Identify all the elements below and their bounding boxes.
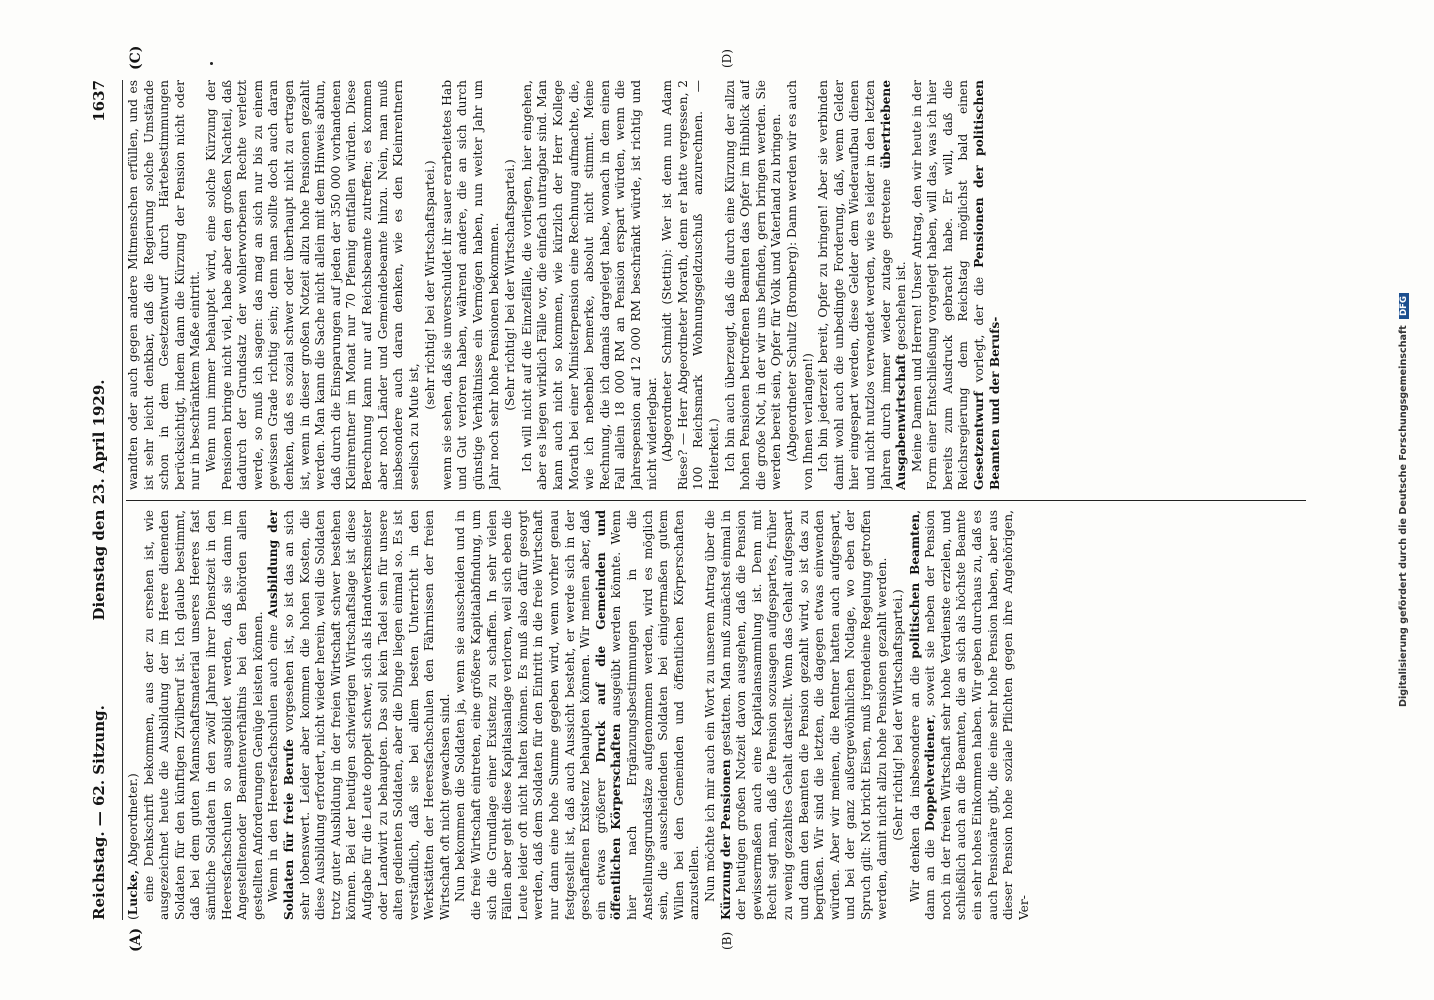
emphasis-text: Gesetzentwurf: [972, 391, 987, 490]
paragraph-text: gestatten. Man muß zunächst einmal in der heutigen großen Notzeit davon ausgehen, daß die Pension gewissermaßen auch eine Kapitalansammlung ist. Denn mit Recht sagt man, daß die Pension sozusagen aufgespartes, früher zu wenig gezahltes Gehalt darstellt. Wenn das Gehalt aufgespart und dann den Beamten die Pension gezahlt wird, so ist das zu begrüßen. Wir sind die letzten, die dagegen etwas einwenden würden. Aber wir meinen, die Rentner hatten auch aufgespart, und bei der ganz außergewöhnlichen Notlage, wo eben der Spruch gilt: Not bricht Eisen, muß irgendeine Regelung getroffen werden, damit nicht allzu hohe Pensionen gezahlt werden.: [718, 510, 889, 920]
right-column: [126, 80, 1306, 490]
paragraph-text: Wir denken da insbesondere an die: [907, 658, 922, 902]
paragraph-text: Ich bin auch überzeugt, daß die durch eine Kürzung der allzu hohen Pensionen betroffenen Beamten das Opfer im Hinblick auf die große Not, in der wir uns befinden, gern bringen werden. Sie werden bereit sein, Opfer für Volk und Vaterland zu bringen.: [722, 80, 784, 490]
left-column: [126, 510, 1306, 920]
interjection: (sehr richtig! bei der Wirtschaftspartei.): [423, 160, 438, 410]
header-session: Reichstag. — 62. Sitzung.: [90, 705, 108, 920]
paragraph: [126, 80, 204, 490]
header-rule: [122, 80, 123, 920]
paragraph-text: ausgeübt werden könnte. Wenn hier nach Ergänzungsbestimmungen in die Anstellungsgrundsätze aufgenommen werden, wird es möglich sein, die ausscheidenden Soldaten bei einigermaßen gutem Willen bei den Gemeinden und öffentlichen Körperschaften anzustellen.: [609, 510, 702, 920]
digitization-footer: [1398, 40, 1414, 960]
ink-dot: [210, 62, 213, 65]
interjection: (Abgeordneter Schmidt (Stettin): Wer ist denn nun Adam Riese? — Herr Abgeordneter Morath, denn er hatte vergessen, 2 100 Reichsmark Wohnungsgeldzuschuß anzurechnen. — Heiterkeit.): [660, 80, 721, 490]
paragraph-text: Nun bekommen die Soldaten ja, wenn sie ausscheiden und in die freie Wirtschaft eintreten, eine größere Kapitalabfindung, um sich die Grundlage einer Existenz zu schaffen. In sehr vielen Fällen aber geht diese Kapitalsanlage verloren, weil sich eben die Leute leider oft nicht halten können. Es muß also dafür gesorgt werden, daß dem Soldaten für den Eintritt in die freie Wirtschaft nur dann eine hohe Summe gegeben wird, wenn vorher genau festgestellt ist, daß auch Aussicht besteht, er werde sich in der geschaffenen Existenz behaupten können. Wir meinen aber, daß ein etwas größerer: [453, 510, 608, 920]
interjection: (Abgeordneter Schultz (Bromberg): Dann werden wir es auch von Ihnen verlangen!): [784, 80, 815, 490]
paragraph-text: Ich will nicht auf die Einzelfälle, die vorliegen, hier eingehen, aber es liegen wirklich Fälle vor, die einfach untragbar sind. Man kann auch nicht so kommen, wie kürzlich der Herr Kollege Morath bei einer Ministerpension eine Rechnung aufmachte, die, wie ich nebenbei bemerke, absolut nicht stimmt. Meine Rechnung, die ich damals dargelegt habe, wonach in dem einen Fall allein 18 000 RM an Pension erspart würden, wenn die Jahrespension auf 12 000 RM beschränkt würde, ist richtig und nicht widerlegbar.: [519, 80, 659, 490]
paragraph: [520, 80, 660, 490]
margin-marker-a: (A): [128, 927, 144, 952]
paragraph-text: wandten oder auch gegen andere Mitmenschen erfüllen, und es ist sehr leicht denkbar, daß die Regierung solche Umstände schon in dem Gesetzentwurf durch Härtebestimmungen berücksichtigt, indem dann die Kürzung der Pension nicht oder nur in beschränktem Maße eintritt.: [126, 80, 203, 490]
emphasis-text: Doppelverdiener: [923, 717, 938, 832]
speaker-name: Lucke,: [126, 869, 140, 916]
paragraph-text: vorgesehen ist, so ist das an sich sehr lobenswert. Leider aber kommen die hohen Kosten, die diese Ausbildung erfordert, nicht wieder herein, weil die Soldaten trotz guter Ausbildung in der freien Wirtschaft schwer bestehen können. Bei der heutigen schwierigen Wirtschaftslage ist diese Aufgabe für die Leute doppelt schwer, sich als Handwerksmeister oder Landwirt zu behaupten. Das soll kein Tadel sein für unsere alten gedienten Soldaten, aber die Dinge liegen einmal so. Es ist verständlich, daß sie bei allem besten Unterricht in den Werkstätten der Heeresfachschulen den Fährnissen der freien Wirtschaft oft nicht gewachsen sind.: [281, 510, 452, 920]
paragraph-text: , soweit sie neben der Pension noch in der freien Wirtschaft sehr hohe Verdienste erzielen, und schließlich auch an die Beamten, die an sich als höchste Beamte ein sehr hohes Einkommen haben. Wir geben durchaus zu, daß es auch Pensionäre gibt, die eine sehr hohe Pension haben, aber aus dieser Pension hohe soziale Pflichten gegen ihre Angehörigen, Ver-: [923, 510, 1031, 920]
paragraph-text: vorlegt, der die: [972, 267, 987, 392]
header-date: Dienstag den 23. April 1929.: [90, 379, 108, 621]
emphasis-text: übertriebene Ausgabenwirtschaft: [878, 80, 909, 490]
paragraph: [453, 510, 703, 920]
speaker-role: Abgeordneter.: [126, 777, 140, 870]
page-header: [84, 80, 118, 920]
paragraph: [703, 510, 890, 920]
paragraph-text: eine Denkschrift bekommen, aus der zu ersehen ist, wie ausgezeichnet heute die Ausbildung der im Heere dienenden Soldaten für den künftigen Zivilberuf ist. Ich glaube bestimmt, daß bei dem guten Mannschaftsmaterial unseres Heeres fast sämtliche Soldaten in den zwölf Jahren ihrer Dienstzeit in den Heeresfachschulen so ausgebildet werden, daß sie dann im Angestelltenoder Beamtenverhältnis bei den Behörden allen gestellten Anforderungen Genüge leisten können.: [141, 510, 265, 920]
emphasis-text: Ausbildung der Soldaten für freie Berufe: [266, 510, 296, 920]
paragraph: [266, 510, 453, 920]
paragraph: [204, 80, 422, 490]
paragraph-text: geschehen ist.: [894, 261, 909, 355]
paragraph: [142, 510, 267, 920]
emphasis-text: politischen Beamten: [907, 513, 922, 659]
emphasis-text: Druck auf die Gemeinden und öffentlichen Körperschaften: [593, 510, 624, 920]
paragraph-text: Meine Damen und Herren! Unser Antrag, den wir heute in der Form einer Entschließung vorgelegt haben, will das, was ich hier bereits zum Ausdruck gebracht habe. Er will, daß die Reichsregierung dem Reichstag möglichst bald einen: [909, 80, 971, 490]
column-divider: [126, 500, 1306, 501]
paragraph-text: Wenn in den Heeresfachschulen auch eine: [266, 617, 281, 902]
speaker-line: (Lucke, Abgeordneter.): [126, 773, 140, 920]
paragraph: [908, 510, 1033, 920]
page-number: 1637: [90, 80, 108, 122]
emphasis-text: Pensionen der politischen Beamten und der Berufs-: [972, 80, 1002, 490]
paragraph: [910, 80, 1004, 490]
interjection: (Sehr richtig! bei der Wirtschaftspartei.): [503, 159, 518, 411]
margin-marker-d: (D): [720, 49, 734, 68]
paragraph: [723, 80, 785, 490]
interjection: (Sehr richtig! bei der Wirtschaftspartei.): [891, 589, 906, 841]
paragraph: [440, 80, 502, 490]
paragraph-text: wenn sie sehen, daß sie unverschuldet ihr sauer erarbeitetes Hab und Gut verloren haben, während andere, die an sich durch günstige Verhältnisse ein Vermögen haben, nun weiter Jahr um Jahr noch sehr hohe Pensionen bekommen.: [439, 80, 501, 490]
margin-marker-c: (C): [128, 45, 144, 70]
emphasis-text: Kürzung der Pensionen: [718, 759, 733, 920]
margin-marker-b: (B): [720, 931, 734, 950]
dfg-logo: DFG: [1399, 293, 1409, 319]
paragraph-text: Wenn nun immer behauptet wird, eine solche Kürzung der Pensionen bringe nicht viel, habe aber den großen Nachteil, daß dadurch der Grundsatz der wohlerworbenen Rechte verletzt werde, so muß ich sagen: das mag an sich nur bis zu einem gewissen Grade richtig sein; denn man sollte doch auch daran denken, daß es sozial schwer oder überhaupt nicht zu ertragen ist, wenn in dieser großen Notzeit allzu hohe Pensionen gezahlt werden. Man kann die Sache nicht allein mit dem Hinweis abtun, daß durch die Einsparungen auf jeden der 350 000 vorhandenen Kleinrentner im Monat nur 70 Pfennig entfallen würden. Diese Berechnung kann nur auf Reichsbeamte zutreffen; es kommen aber noch Länder und Gemeindebeamte hinzu. Nein, man muß insbesondere auch daran denken, wie es den Kleinrentnern seelisch zu Mute ist,: [203, 80, 421, 490]
paragraph: [816, 80, 910, 490]
paragraph-text: Ich bin jederzeit bereit, Opfer zu bringen! Aber sie verbinden damit wohl auch die unbedingte Forderung, daß, wenn Gelder hier eingespart werden, diese Gelder dem Wiederaufbau dienen und nicht nutzlos verwendet werden, wie es leider in den letzten Jahren durch immer wieder zutage getretene: [816, 80, 893, 490]
paragraph-text: , dann an die: [907, 510, 938, 920]
paragraph-text: Nun möchte ich mir auch ein Wort zu unserem Antrag über die: [702, 510, 717, 902]
digitization-note: Digitalisierung gefördert durch die Deutsche Forschungsgemeinschaft: [1398, 325, 1409, 707]
